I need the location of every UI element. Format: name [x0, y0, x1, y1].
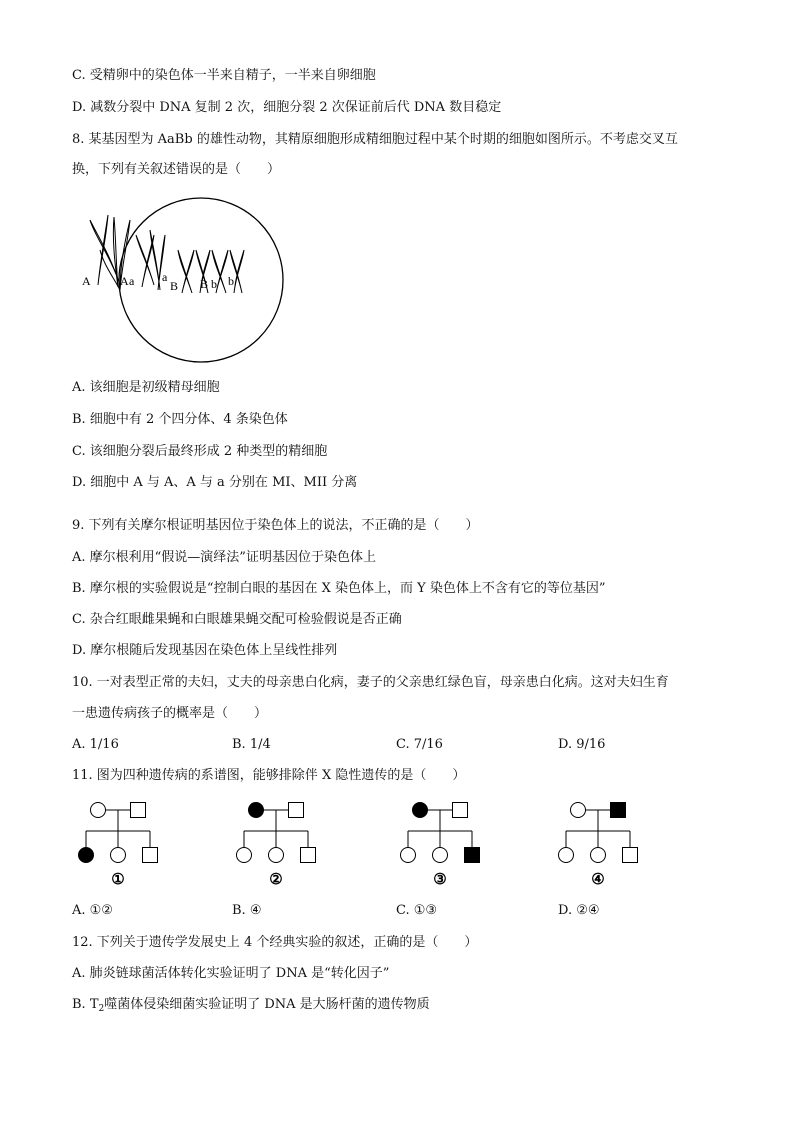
gene-label-b-lower-2: b	[228, 274, 234, 288]
pedigree-1-child-3-male	[143, 848, 158, 863]
chromosome-a1	[90, 215, 120, 290]
q10-option-a: A. 1/16	[72, 737, 119, 752]
pedigree-2-child-1-female	[237, 848, 252, 863]
q7-option-c: C. 受精卵中的染色体一半来自精子，一半来自卵细胞	[72, 68, 376, 83]
q10-option-c: C. 7/16	[396, 737, 443, 752]
pedigree-4-mother	[571, 803, 586, 818]
gene-label-b-upper-2: B	[200, 277, 209, 291]
q11-option-b: B. ④	[232, 903, 262, 918]
pedigree-2-label: ②	[269, 872, 283, 888]
q11-option-c: C. ①③	[396, 903, 438, 918]
q12-option-a: A. 肺炎链球菌活体转化实验证明了 DNA 是“转化因子”	[72, 966, 390, 981]
pedigree-3-label: ③	[433, 872, 447, 888]
gene-label-b-upper-1: B	[170, 279, 179, 293]
gene-label-a-upper-1: A	[82, 274, 91, 288]
q12-stem: 12. 下列关于遗传学发展史上 4 个经典实验的叙述，正确的是（ ）	[72, 935, 478, 950]
q12-option-b	[72, 996, 430, 1018]
gene-label-a-lower-1: a	[129, 274, 135, 288]
q12-option-b-prefix: B. T	[72, 997, 99, 1012]
pedigree-1-label: ①	[111, 872, 125, 888]
q11-pedigree-figures	[60, 795, 700, 895]
gene-label-a-lower-2: a	[162, 270, 168, 284]
q11-stem: 11. 图为四种遗传病的系谱图，能够排除伴 X 隐性遗传的是（ ）	[72, 768, 466, 783]
pedigree-1-mother	[91, 803, 106, 818]
q9-option-d: D. 摩尔根随后发现基因在染色体上呈线性排列	[72, 643, 338, 658]
pedigree-4-child-1-female	[559, 848, 574, 863]
q10-stem-line2: 一患遗传病孩子的概率是（ ）	[72, 706, 268, 721]
q12-option-b-text: 噬菌体侵染细菌实验证明了 DNA 是大肠杆菌的遗传物质	[104, 997, 430, 1012]
pedigree-2-mother	[249, 803, 264, 818]
pedigree-3-child-1-female	[401, 848, 416, 863]
pedigree-3-child-3-male	[465, 848, 480, 863]
gene-label-b-lower-1: b	[211, 277, 217, 291]
chromosome-b1	[178, 250, 194, 293]
pedigree-4-child-3-male	[623, 848, 638, 863]
pedigree-4-label: ④	[591, 872, 605, 888]
q10-option-d: D. 9/16	[558, 737, 606, 752]
q9-option-b: B. 摩尔根的实验假说是“控制白眼的基因在 X 染色体上，而 Y 染色体上不含有它的等位基因”	[72, 581, 606, 596]
q11-option-a: A. ①②	[72, 903, 113, 918]
q10-option-b: B. 1/4	[232, 737, 271, 752]
pedigree-1-child-1-female	[79, 848, 94, 863]
pedigree-1-father	[131, 803, 146, 818]
q8-option-a: A. 该细胞是初级精母细胞	[72, 380, 220, 395]
pedigree-2-child-2-female	[269, 848, 284, 863]
q12-option-b-subscript: 2	[98, 1004, 105, 1014]
q10-stem-line1: 10. 一对表型正常的夫妇，丈夫的母亲患白化病，妻子的父亲患红绿色盲，母亲患白化病。这对夫妇生育	[72, 675, 669, 690]
q11-option-d: D. ②④	[558, 903, 600, 918]
q8-option-b: B. 细胞中有 2 个四分体、4 条染色体	[72, 412, 288, 427]
pedigree-3-father	[453, 803, 468, 818]
pedigree-3-child-2-female	[433, 848, 448, 863]
pedigree-3-mother	[413, 803, 428, 818]
q9-option-c: C. 杂合红眼雌果蝇和白眼雄果蝇交配可检验假说是否正确	[72, 612, 402, 627]
pedigree-4-father	[611, 803, 626, 818]
q8-option-d: D. 细胞中 A 与 A、A 与 a 分别在 MI、MII 分离	[72, 475, 358, 490]
q8-option-c: C. 该细胞分裂后最终形成 2 种类型的精细胞	[72, 444, 328, 459]
pedigree-2-child-3-male	[301, 848, 316, 863]
q8-stem-line2: 换，下列有关叙述错误的是（ ）	[72, 162, 281, 177]
gene-label-a-upper-2: A	[120, 274, 129, 288]
q7-option-d: D. 减数分裂中 DNA 复制 2 次，细胞分裂 2 次保证前后代 DNA 数目稳定	[72, 100, 502, 115]
pedigree-1-child-2-female	[111, 848, 126, 863]
pedigree-2-father	[289, 803, 304, 818]
q9-option-a: A. 摩尔根利用“假说—演绎法”证明基因位于染色体上	[72, 550, 376, 565]
q9-stem: 9. 下列有关摩尔根证明基因位于染色体上的说法，不正确的是（ ）	[72, 518, 479, 533]
q8-stem-line1: 8. 某基因型为 AaBb 的雄性动物，其精原细胞形成精细胞过程中某个时期的细胞如图所示。不考虑交叉互	[72, 132, 678, 147]
pedigree-4-child-2-female	[591, 848, 606, 863]
q8-cell-figure	[70, 195, 330, 365]
